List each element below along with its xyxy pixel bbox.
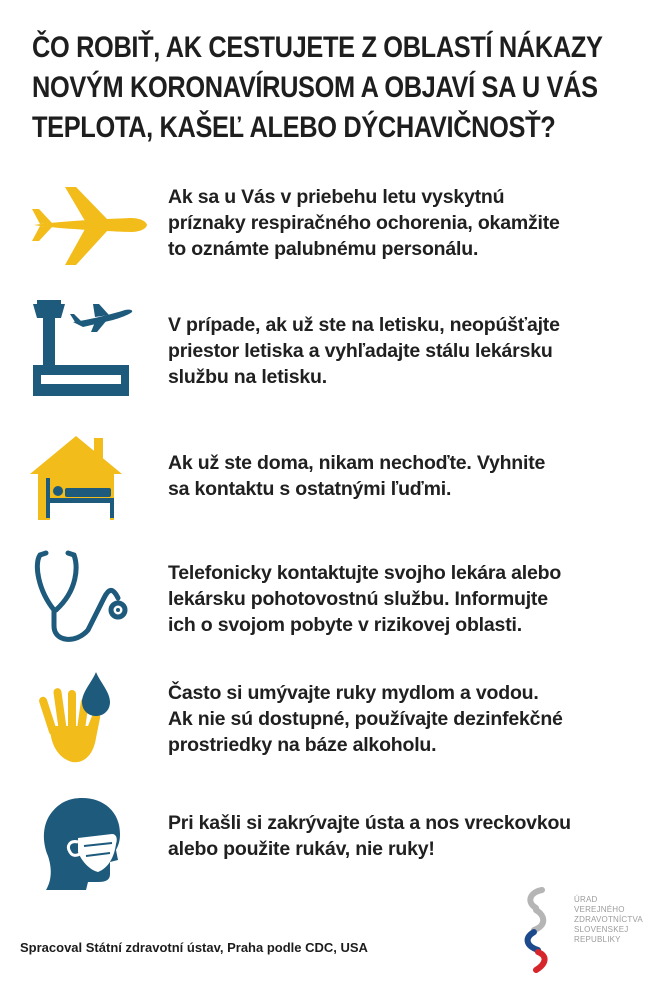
title-line-1: ČO ROBIŤ, AK CESTUJETE Z OBLASTÍ NÁKAZY — [32, 31, 603, 64]
logo-line: REPUBLIKY — [574, 935, 621, 944]
item-text-airport — [168, 312, 638, 390]
logo-line: ÚRAD — [574, 895, 598, 904]
item-line: prostriedky na báze alkoholu. — [168, 734, 437, 756]
item-line: Ak už ste doma, nikam nechoďte. Vyhnite — [168, 452, 546, 474]
item-line: V prípade, ak už ste na letisku, neopúšťajte — [168, 314, 560, 336]
item-line: Často si umývajte ruky mydlom a vodou. — [168, 682, 539, 704]
airplane-icon — [30, 185, 150, 270]
logo-text — [574, 895, 643, 945]
item-line: príznaky respiračného ochorenia, okamžite — [168, 212, 560, 234]
item-line: to oznámte palubnému personálu. — [168, 238, 479, 260]
source-credit: Spracoval Státní zdravotní ústav, Praha podle CDC, USA — [20, 940, 368, 955]
item-line: Pri kašli si zakrývajte ústa a nos vreckovkou — [168, 812, 571, 834]
item-text-flight — [168, 184, 638, 262]
title-line-3: TEPLOTA, KAŠEĽ ALEBO DÝCHAVIČNOSŤ? — [32, 111, 556, 144]
logo-line: SLOVENSKEJ — [574, 925, 629, 934]
stethoscope-icon — [32, 550, 132, 650]
house-bed-icon — [30, 432, 122, 522]
logo-line: VEREJNÉHO — [574, 905, 625, 914]
item-line: ich o svojom pobyte v rizikovej oblasti. — [168, 614, 522, 636]
item-line: priestor letiska a vyhľadajte stálu lekársku — [168, 340, 553, 362]
item-text-cough — [168, 810, 638, 862]
hand-water-drop-icon — [38, 668, 118, 768]
item-text-handwash — [168, 680, 638, 758]
item-line: službu na letisku. — [168, 366, 327, 388]
title-line-2: NOVÝM KORONAVÍRUSOM A OBJAVÍ SA U VÁS — [32, 71, 598, 104]
logo-line: ZDRAVOTNÍCTVA — [574, 915, 643, 924]
item-line: Telefonicky kontaktujte svojho lekára alebo — [168, 562, 562, 584]
airport-tower-icon — [33, 300, 138, 400]
item-text-doctor — [168, 560, 638, 638]
item-text-home — [168, 450, 638, 502]
item-line: Ak nie sú dostupné, používajte dezinfekčné — [168, 708, 563, 730]
page-title — [32, 28, 634, 148]
item-line: alebo použite rukáv, nie ruky! — [168, 838, 435, 860]
item-line: lekársku pohotovostnú službu. Informujte — [168, 588, 548, 610]
face-mask-icon — [42, 796, 128, 892]
item-line: sa kontaktu s ostatnými ľuďmi. — [168, 478, 452, 500]
item-line: Ak sa u Vás v priebehu letu vyskytnú — [168, 186, 505, 208]
